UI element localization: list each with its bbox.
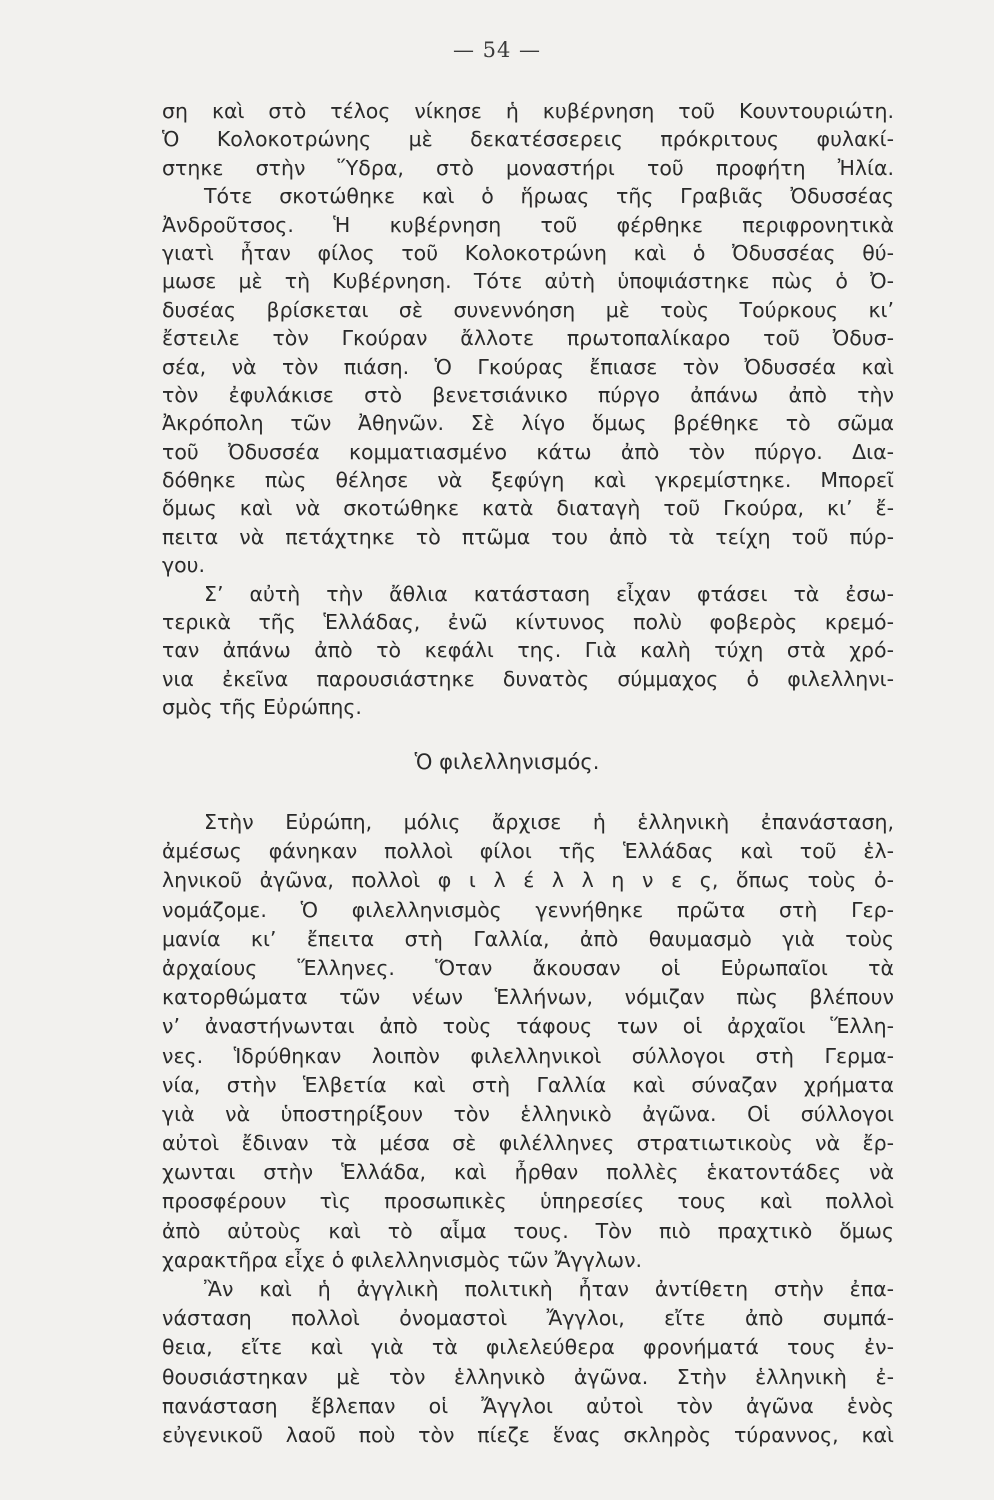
text-line: πανάσταση ἔβλεπαν οἱ Ἄγγλοι αὐτοὶ τὸν ἀγῶνα ἑνὸς (162, 1393, 894, 1418)
page-number: — 54 — (452, 38, 542, 62)
text-line: τοῦ Ὀδυσσέα κομματιασμένο κάτω ἀπὸ τὸν πύργο. Δια- (162, 439, 894, 464)
text-line: ἀπὸ αὐτοὺς καὶ τὸ αἷμα τους. Τὸν πιὸ πραχτικὸ ὅμως (162, 1218, 894, 1243)
text-line: μανία κι’ ἔπειτα στὴ Γαλλία, ἀπὸ θαυμασμὸ γιὰ τοὺς (162, 926, 894, 951)
text-line: νάσταση πολλοὶ ὀνομαστοὶ Ἄγγλοι, εἴτε ἀπὸ συμπά- (162, 1306, 894, 1331)
text-line: στηκε στὴν Ὕδρα, στὸ μοναστήρι τοῦ προφήτη Ἠλία. (162, 155, 894, 180)
text-line: εὐγενικοῦ λαοῦ ποὺ τὸν πίεζε ἕνας σκληρὸς τύραννος, καὶ (162, 1422, 894, 1447)
text-line: νες. Ἱδρύθηκαν λοιπὸν φιλελληνικοὶ σύλλογοι στὴ Γερμα- (162, 1043, 894, 1068)
text-line: Ὁ Κολοκοτρώνης μὲ δεκατέσσερεις πρόκριτους φυλακί- (162, 127, 894, 152)
text-line: ἀρχαίους Ἕλληνες. Ὅταν ἄκουσαν οἱ Εὐρωπαῖοι τὰ (162, 955, 894, 980)
text-line: χαρακτῆρα εἶχε ὁ φιλελληνισμὸς τῶν Ἄγγλων. (162, 1247, 643, 1272)
text-line: Τότε σκοτώθηκε καὶ ὁ ἥρωας τῆς Γραβιᾶς Ὀδυσσέας (204, 184, 894, 209)
text-line: νια ἐκεῖνα παρουσιάστηκε δυνατὸς σύμμαχος ὁ φιλελληνι- (162, 666, 894, 691)
text-section-two (162, 808, 894, 1450)
text-line: νία, στὴν Ἑλβετία καὶ στὴ Γαλλία καὶ σύναζαν χρήματα (162, 1072, 894, 1097)
text-line: ἔστειλε τὸν Γκούραν ἄλλοτε πρωτοπαλίκαρο τοῦ Ὀδυσ- (162, 326, 894, 351)
text-line: ὅμως καὶ νὰ σκοτώθηκε κατὰ διαταγὴ τοῦ Γκούρα, κι’ ἔ- (162, 496, 894, 521)
text-line: σέα, νὰ τὸν πιάση. Ὁ Γκούρας ἔπιασε τὸν Ὀδυσσέα καὶ (162, 354, 894, 379)
text-line: Σ’ αὐτὴ τὴν ἄθλια κατάσταση εἶχαν φτάσει τὰ ἐσω- (204, 581, 894, 606)
text-line: τερικὰ τῆς Ἑλλάδας, ἐνῶ κίντυνος πολὺ φοβερὸς κρεμό- (162, 610, 894, 635)
text-line: ληνικοῦ ἀγῶνα, πολλοὶ φ ι λ έ λ λ η ν ε ς, ὅπως τοὺς ὀ- (162, 868, 894, 893)
text-line: θουσιάστηκαν μὲ τὸν ἑλληνικὸ ἀγῶνα. Στὴν ἑλληνικὴ ἐ- (162, 1364, 894, 1389)
text-line: γιατὶ ἦταν φίλος τοῦ Κολοκοτρώνη καὶ ὁ Ὀδυσσέας θύ- (162, 240, 894, 265)
text-line: πειτα νὰ πετάχτηκε τὸ πτῶμα του ἀπὸ τὰ τείχη τοῦ πύρ- (162, 524, 894, 549)
text-line: γιὰ νὰ ὑποστηρίξουν τὸν ἑλληνικὸ ἀγῶνα. Οἱ σύλλογοι (162, 1101, 894, 1126)
text-line: αὐτοὶ ἔδιναν τὰ μέσα σὲ φιλέλληνες στρατιωτικοὺς νὰ ἔρ- (162, 1131, 894, 1156)
text-line: δυσέας βρίσκεται σὲ συνεννόηση μὲ τοὺς Τούρκους κι’ (162, 297, 894, 322)
text-line: σμὸς τῆς Εὐρώπης. (162, 695, 362, 720)
text-line: θεια, εἴτε καὶ γιὰ τὰ φιλελεύθερα φρονήματά τους ἐν- (162, 1335, 894, 1360)
text-line: Ἀκρόπολη τῶν Ἀθηνῶν. Σὲ λίγο ὅμως βρέθηκε τὸ σῶμα (162, 411, 894, 436)
text-section-one (162, 97, 894, 722)
text-line: προσφέρουν τὶς προσωπικὲς ὑπηρεσίες τους καὶ πολλοὶ (162, 1189, 894, 1214)
text-line: Ἀνδροῦτσος. Ἡ κυβέρνηση τοῦ φέρθηκε περιφρονητικὰ (162, 212, 894, 237)
text-line: χωνται στὴν Ἑλλάδα, καὶ ἦρθαν πολλὲς ἑκατοντάδες νὰ (162, 1160, 894, 1185)
text-line: δόθηκε πὼς θέλησε νὰ ξεφύγη καὶ γκρεμίστηκε. Μπορεῖ (162, 468, 894, 493)
text-line: ἀμέσως φάνηκαν πολλοὶ φίλοι τῆς Ἑλλάδας καὶ τοῦ ἑλ- (162, 839, 894, 864)
text-line: Στὴν Εὐρώπη, μόλις ἄρχισε ἡ ἑλληνικὴ ἐπανάσταση, (204, 810, 894, 834)
text-line: ταν ἀπάνω ἀπὸ τὸ κεφάλι της. Γιὰ καλὴ τύχη στὰ χρό- (162, 638, 894, 663)
text-line: Ἂν καὶ ἡ ἀγγλικὴ πολιτικὴ ἦταν ἀντίθετη στὴν ἐπα- (204, 1277, 894, 1301)
text-line: τὸν ἐφυλάκισε στὸ βενετσιάνικο πύργο ἀπάνω ἀπὸ τὴν (162, 382, 894, 407)
text-line: νομάζομε. Ὁ φιλελληνισμὸς γεννήθηκε πρῶτα στὴ Γερ- (162, 897, 894, 922)
text-line: μωσε μὲ τὴ Κυβέρνηση. Τότε αὐτὴ ὑποψιάστηκε πὼς ὁ Ὀ- (162, 269, 894, 294)
section-heading: Ὁ φιλελληνισμός. (414, 750, 600, 774)
text-line: γου. (162, 553, 206, 578)
text-line: ση καὶ στὸ τέλος νίκησε ἡ κυβέρνηση τοῦ Κουντουριώτη. (162, 99, 894, 123)
text-line: ν’ ἀναστήνωνται ἀπὸ τοὺς τάφους των οἱ ἀρχαῖοι Ἕλλη- (162, 1014, 894, 1039)
text-line: κατορθώματα τῶν νέων Ἑλλήνων, νόμιζαν πὼς βλέπουν (162, 985, 894, 1010)
